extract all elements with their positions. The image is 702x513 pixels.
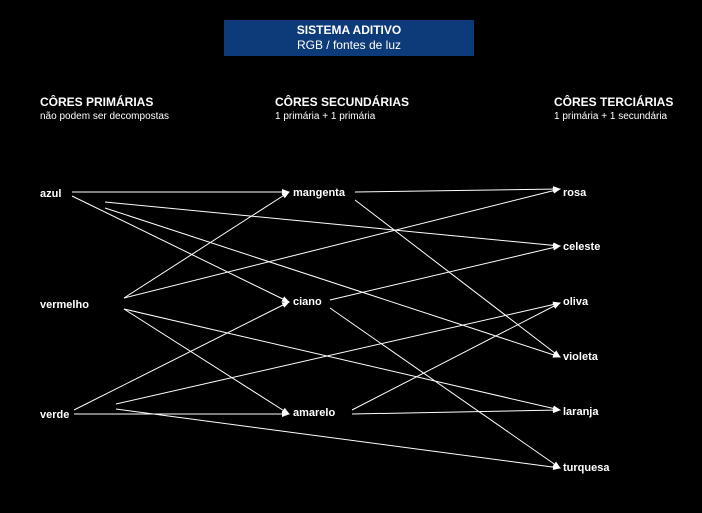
node-vermelho: vermelho <box>40 299 89 311</box>
tertiary-column-subtitle: 1 primária + 1 secundária <box>554 111 668 122</box>
node-mangenta: mangenta <box>293 187 345 199</box>
node-amarelo: amarelo <box>293 407 336 419</box>
diagram-subtitle: RGB / fontes de luz <box>296 38 402 52</box>
connection-vermelho-to-laranja <box>124 309 560 410</box>
primary-column-subtitle: não podem ser decompostas <box>40 111 169 122</box>
connection-azul-to-violeta <box>105 208 560 357</box>
connection-vermelho-to-rosa <box>124 189 560 298</box>
connection-verde-to-turquesa <box>116 409 560 468</box>
connection-vermelho-to-mangenta <box>124 192 289 298</box>
connection-amarelo-to-oliva <box>352 303 560 410</box>
connection-mangenta-to-violeta <box>355 200 560 357</box>
node-violeta: violeta <box>563 351 598 363</box>
connection-azul-to-ciano <box>72 196 289 302</box>
connection-verde-to-oliva <box>116 303 560 404</box>
connection-amarelo-to-laranja <box>352 410 560 414</box>
node-turquesa: turquesa <box>563 462 610 474</box>
node-rosa: rosa <box>563 187 587 199</box>
tertiary-column-title: CÔRES TERCIÁRIAS <box>554 95 674 109</box>
node-oliva: oliva <box>563 296 589 308</box>
node-verde: verde <box>40 409 70 421</box>
secondary-column-title: CÔRES SECUNDÁRIAS <box>275 95 410 109</box>
secondary-column-subtitle: 1 primária + 1 primária <box>275 111 376 122</box>
node-celeste: celeste <box>563 241 601 253</box>
connection-vermelho-to-amarelo <box>124 309 289 414</box>
connection-mangenta-to-rosa <box>355 189 560 192</box>
connection-ciano-to-celeste <box>330 246 560 300</box>
node-laranja: laranja <box>563 406 599 418</box>
connection-azul-to-celeste <box>105 202 560 246</box>
node-azul: azul <box>40 188 62 200</box>
connection-ciano-to-turquesa <box>330 308 560 468</box>
node-ciano: ciano <box>293 296 322 308</box>
primary-column-title: CÔRES PRIMÁRIAS <box>40 95 154 109</box>
diagram-title: SISTEMA ADITIVO <box>296 23 402 37</box>
